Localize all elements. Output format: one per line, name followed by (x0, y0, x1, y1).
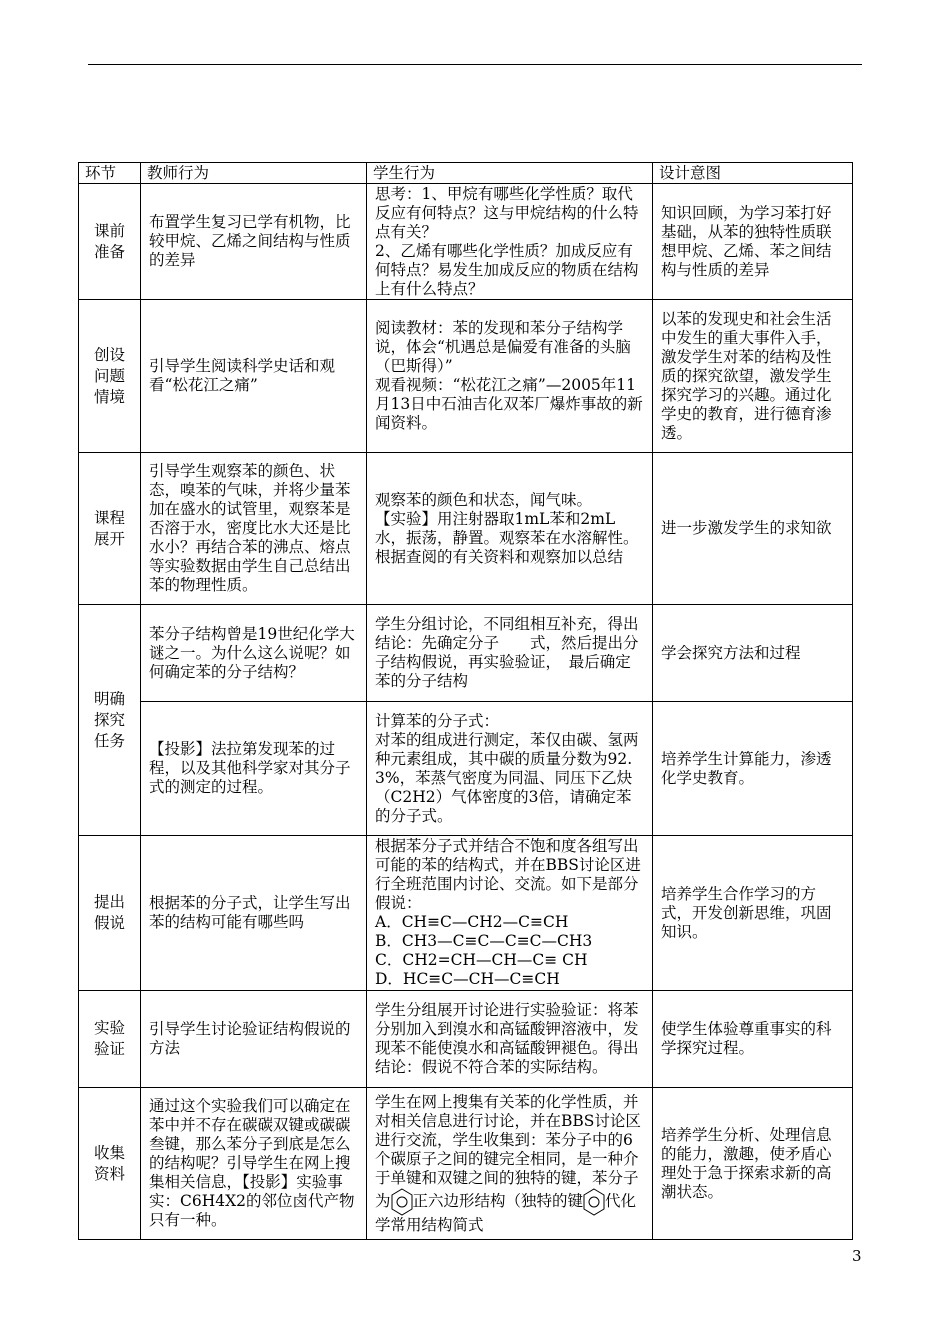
intent-cell: 学会探究方法和过程 (653, 605, 853, 702)
table-row (79, 1088, 853, 1240)
stage-cell: 收集资料 (79, 1088, 141, 1240)
student-line: 观察苯的颜色和状态，闻气味。 (375, 490, 593, 509)
header-teacher: 教师行为 (141, 163, 367, 184)
intent-cell: 培养学生计算能力，渗透化学史教育。 (653, 702, 853, 836)
header-intent: 设计意图 (653, 163, 853, 184)
student-cell (367, 453, 653, 605)
teacher-cell: 苯分子结构曾是19世纪化学大谜之一。为什么这么说呢？如何确定苯的分子结构？ (141, 605, 367, 702)
table-row (79, 605, 853, 702)
student-text: 学生在网上搜集有关苯的化学性质，并对相关信息进行讨论，并在BBS讨论区进行交流，学生收集到：苯分子中的6个碳原子之间的键完全相同，是一种介于单键和双键之间的独特的键，苯分子为 (375, 1092, 641, 1210)
table-header-row (79, 163, 853, 184)
intent-cell: 使学生体验尊重事实的科学探究过程。 (653, 991, 853, 1088)
student-cell (367, 702, 653, 836)
teacher-cell: 【投影】法拉第发现苯的过程，以及其他科学家对其分子式的测定的过程。 (141, 702, 367, 836)
intent-cell: 培养学生分析、处理信息的能力，激趣，使矛盾心理处于急于探索求新的高潮状态。 (653, 1088, 853, 1240)
stage-cell: 明确探究任务 (79, 605, 141, 836)
table-row (79, 836, 853, 991)
table-row (79, 702, 853, 836)
student-text: 正六边形结构（独特的键 (412, 1191, 584, 1210)
teacher-cell: 布置学生复习已学有机物，比较甲烷、乙烯之间结构与性质的差异 (141, 184, 367, 300)
stage-cell: 实验验证 (79, 991, 141, 1088)
student-line: 学生分组讨论，不同组相互补充，得出结论：先确定分子 式，然后提出分子结构假说，再实验验证， 最后确定苯的分子结构 (375, 615, 639, 690)
student-line: 阅读教材：苯的发现和苯分子结构学说，体会“机遇总是偏爱有准备的头脑（巴斯得）” (375, 319, 631, 375)
teacher-cell: 引导学生阅读科学史话和观看“松花江之痛” (141, 300, 367, 453)
table-row (79, 300, 853, 453)
student-cell (367, 605, 653, 702)
table-row (79, 991, 853, 1088)
page-number: 3 (852, 1247, 862, 1265)
student-line: C．CH2=CH—CH—C≡ CH (375, 951, 588, 969)
intent-cell: 知识回顾，为学习苯打好基础，从苯的独特性质联想甲烷、乙烯、苯之间结构与性质的差异 (653, 184, 853, 300)
teacher-cell: 根据苯的分子式，让学生写出苯的结构可能有哪些吗 (141, 836, 367, 991)
table-row (79, 453, 853, 605)
student-line: D．HC≡C—CH—C≡CH (375, 970, 560, 988)
student-line: 计算苯的分子式： (375, 711, 500, 730)
student-line: 学生分组展开讨论进行实验验证：将苯分别加入到溴水和高锰酸钾溶液中，发现苯不能使溴水和高锰酸钾褪色。得出结论：假说不符合苯的实际结构。 (375, 1001, 639, 1076)
student-line: 思考：1、甲烷有哪些化学性质？取代反应有何特点？这与甲烷结构的什么特点有关？ (375, 184, 639, 241)
student-line: B．CH3—C≡C—C≡C—CH3 (375, 932, 593, 950)
teacher-cell: 通过这个实验我们可以确定在苯中并不存在碳碳双键或碳碳叁键，那么苯分子到底是怎么的结构呢？引导学生在网上搜集相关信息，【投影】实验事实：C6H4X2的邻位卤代产物只有一种。 (141, 1088, 367, 1240)
student-line: 根据查阅的有关资料和观察加以总结 (375, 547, 624, 566)
student-cell (367, 991, 653, 1088)
benzene-ring-icon (391, 1188, 413, 1216)
stage-cell: 课程展开 (79, 453, 141, 605)
lesson-plan-table (78, 162, 853, 1240)
student-line: 2、乙烯有哪些化学性质？加成反应有何特点？易发生加成反应的物质在结构上有什么特点？ (375, 241, 639, 298)
intent-cell: 进一步激发学生的求知欲 (653, 453, 853, 605)
student-cell (367, 300, 653, 453)
intent-cell: 以苯的发现史和社会生活中发生的重大事件入手，激发学生对苯的结构及性质的探究欲望，激发学生探究学习的兴趣。通过化学史的教育，进行德育渗透。 (653, 300, 853, 453)
teacher-cell: 引导学生观察苯的颜色、状态，嗅苯的气味，并将少量苯加在盛水的试管里，观察苯是否溶于水，密度比水大还是比水小？再结合苯的沸点、熔点等实验数据由学生自己总结出苯的物理性质。 (141, 453, 367, 605)
student-line: 对苯的组成进行测定，苯仅由碳、氢两种元素组成，其中碳的质量分数为92.3%，苯蒸气密度为同温、同压下乙炔（C2H2）气体密度的3倍，请确定苯的分子式。 (375, 730, 639, 825)
student-cell (367, 836, 653, 991)
header-stage: 环节 (79, 163, 141, 184)
teacher-cell: 引导学生讨论验证结构假说的方法 (141, 991, 367, 1088)
student-line: 观看视频：“松花江之痛”—2005年11月13日中石油吉化双苯厂爆炸事故的新闻资料。 (375, 376, 643, 432)
table-row (79, 184, 853, 300)
student-cell (367, 184, 653, 300)
header-student: 学生行为 (367, 163, 653, 184)
student-cell (367, 1088, 653, 1240)
student-line: A．CH≡C—CH2—C≡CH (375, 913, 569, 931)
benzene-ring-icon (583, 1188, 605, 1216)
student-text: 代化学常用结构简式 (375, 1191, 637, 1234)
header-rule (88, 64, 862, 65)
intent-cell: 培养学生合作学习的方式，开发创新思维，巩固知识。 (653, 836, 853, 991)
student-line: 【实验】用注射器取1mL苯和2mL水，振荡，静置。观察苯在水溶解性。 (375, 509, 639, 547)
stage-cell: 提出假说 (79, 836, 141, 991)
stage-cell: 创设问题情境 (79, 300, 141, 453)
stage-cell: 课前准备 (79, 184, 141, 300)
student-line: 根据苯分子式并结合不饱和度各组写出可能的苯的结构式，并在BBS讨论区进行全班范围内讨论、交流。如下是部分假说： (375, 837, 641, 912)
